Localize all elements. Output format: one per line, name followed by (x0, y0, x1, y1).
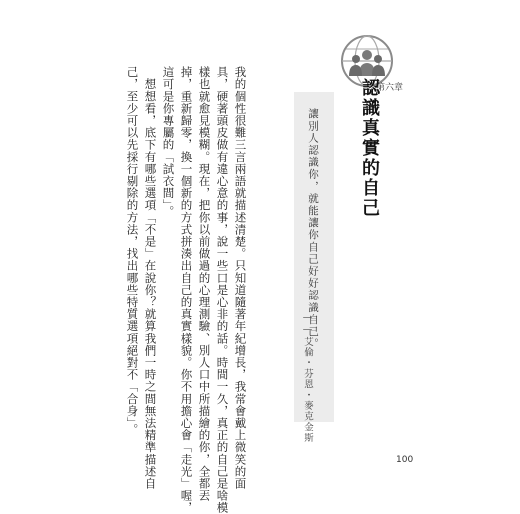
quote-text: 讓別人認識你，就能讓你自己好好認識自己。 (307, 108, 319, 350)
quote-author: ——艾倫・芬恩・麥克金斯 (302, 312, 313, 444)
body-column: 具，硬著頭皮做有違心意的事，說一些口是心非的話。時間一久，真正的自己是啥模 (215, 66, 230, 514)
chapter-title: 認識真實的自己 (359, 78, 380, 218)
body-column: 我的個性很難三言兩語就描述清楚。只知道隨著年紀增長，我常會戴上微笑的面 (233, 66, 248, 490)
body-column: 這可是你專屬的「試衣間」。 (161, 66, 176, 218)
body-column: 想想看，底下有哪些選項「不是」在說你？就算我們一時之間無法精準描述自 (143, 66, 158, 490)
page-number: 100 (396, 455, 414, 465)
body-column: 掉，重新歸零，換一個新的方式拼湊出自己的真實樣貌。你不用擔心會「走光」喔， (179, 66, 194, 514)
body-column: 樣也就愈見模糊。現在，把你以前做過的心理測驗、別人口中所描繪的你，全都丟 (197, 66, 212, 502)
body-column: 己，至少可以先採行剔除的方法，找出哪些特質選項絕對不「合身」。 (125, 66, 140, 436)
chapter-label: 第六章 (376, 83, 404, 93)
